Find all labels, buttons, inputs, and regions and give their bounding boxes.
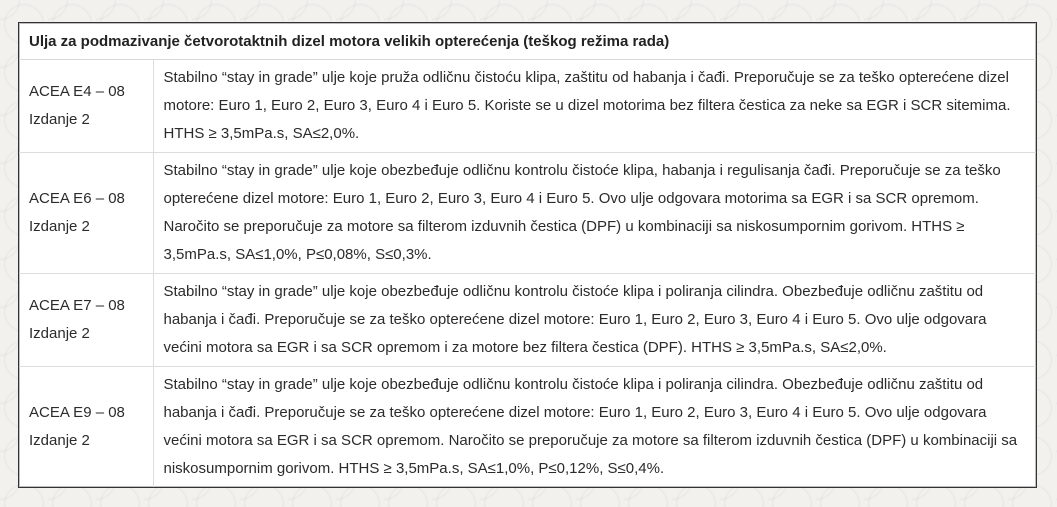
oil-specification-table xyxy=(18,22,1037,488)
table-header-row xyxy=(19,23,1036,60)
description-cell: Stabilno “stay in grade” ulje koje obezbeđuje odličnu kontrolu čistoće klipa i poliranja cilindra. Obezbeđuje odličnu zaštitu od habanja i čađi. Preporučuje se za teško opterećene dizel motore: Euro 1, Euro 2, Euro 3, Euro 4 i Euro 5. Ovo ulje odgovara većini motora sa EGR i sa SCR opremom. Naročito se preporučuje za motore sa filterom izduvnih čestica (DPF) u kombinaciji sa niskosumpornim gorivom. HTHS ≥ 3,5mPa.s, SA≤1,0%, P≤0,12%, S≤0,4%. xyxy=(153,367,1036,488)
standard-edition: Izdanje 2 xyxy=(29,432,90,449)
table-row xyxy=(19,274,1036,367)
standard-name: ACEA E4 – 08 xyxy=(29,83,125,100)
description-cell: Stabilno “stay in grade” ulje koje obezbeđuje odličnu kontrolu čistoće klipa i poliranja cilindra. Obezbeđuje odličnu zaštitu od habanja i čađi. Preporučuje se za teško opterećene dizel motore: Euro 1, Euro 2, Euro 3, Euro 4 i Euro 5. Ovo ulje odgovara većini motora sa EGR i sa SCR opremom i za motore bez filtera čestica (DPF). HTHS ≥ 3,5mPa.s, SA≤2,0%. xyxy=(153,274,1036,367)
table-row xyxy=(19,153,1036,274)
table-row xyxy=(19,367,1036,488)
table-title: Ulja za podmazivanje četvorotaktnih dizel motora velikih opterećenja (teškog režima rada) xyxy=(19,23,1036,60)
standard-cell xyxy=(19,153,153,274)
standard-cell xyxy=(19,60,153,153)
standard-cell xyxy=(19,274,153,367)
standard-cell xyxy=(19,367,153,488)
table-row xyxy=(19,60,1036,153)
standard-name: ACEA E7 – 08 xyxy=(29,297,125,314)
standard-name: ACEA E9 – 08 xyxy=(29,404,125,421)
standard-edition: Izdanje 2 xyxy=(29,111,90,128)
description-cell: Stabilno “stay in grade” ulje koje obezbeđuje odličnu kontrolu čistoće klipa, habanja i regulisanja čađi. Preporučuje se za teško opterećene dizel motore: Euro 1, Euro 2, Euro 3, Euro 4 i Euro 5. Ovo ulje odgovara motorima sa EGR i sa SCR opremom. Naročito se preporučuje za motore sa filterom izduvnih čestica (DPF) u kombinaciji sa niskosumpornim gorivom. HTHS ≥ 3,5mPa.s, SA≤1,0%, P≤0,08%, S≤0,3%. xyxy=(153,153,1036,274)
standard-edition: Izdanje 2 xyxy=(29,325,90,342)
spec-table xyxy=(19,23,1036,487)
standard-name: ACEA E6 – 08 xyxy=(29,190,125,207)
description-cell: Stabilno “stay in grade” ulje koje pruža odličnu čistoću klipa, zaštitu od habanja i čađi. Preporučuje se za teško opterećene dizel motore: Euro 1, Euro 2, Euro 3, Euro 4 i Euro 5. Koriste se u dizel motorima bez filtera čestica za neke sa EGR i SCR sitemima. HTHS ≥ 3,5mPa.s, SA≤2,0%. xyxy=(153,60,1036,153)
standard-edition: Izdanje 2 xyxy=(29,218,90,235)
